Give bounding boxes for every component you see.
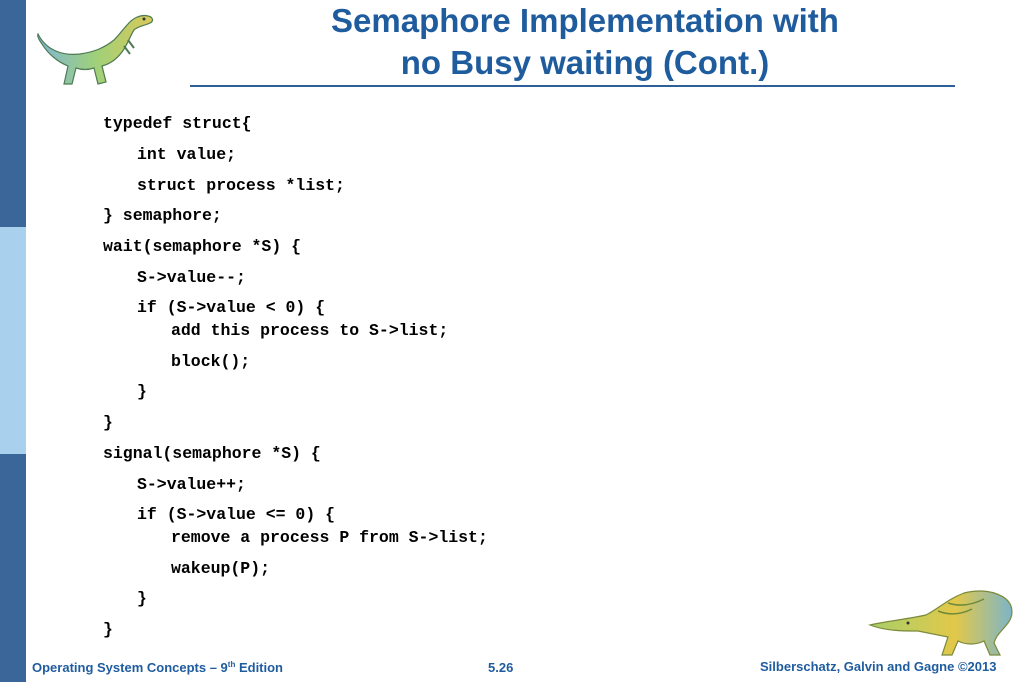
footer-edition-superscript: th bbox=[227, 660, 236, 669]
footer-page-number: 5.26 bbox=[488, 660, 514, 675]
code-line: wait(semaphore *S) { bbox=[103, 237, 302, 256]
title-line-2: no Busy waiting (Cont.) bbox=[400, 44, 770, 81]
code-line: } semaphore; bbox=[103, 206, 222, 225]
footer-book-title bbox=[32, 660, 283, 675]
code-line: wakeup(P); bbox=[171, 559, 271, 578]
footer-book-title-prefix: Operating System Concepts – 9 bbox=[32, 660, 228, 675]
code-line: } bbox=[103, 413, 113, 432]
code-line: } bbox=[103, 620, 113, 639]
code-line: typedef struct{ bbox=[103, 114, 252, 133]
code-line: S->value++; bbox=[137, 475, 246, 494]
title-line-1: Semaphore Implementation with bbox=[331, 2, 839, 39]
code-line: S->value--; bbox=[137, 268, 246, 287]
code-line: int value; bbox=[137, 145, 237, 164]
code-line: signal(semaphore *S) { bbox=[103, 444, 321, 463]
code-line: block(); bbox=[171, 352, 251, 371]
code-line: if (S->value <= 0) { bbox=[137, 505, 336, 524]
code-line: struct process *list; bbox=[137, 176, 345, 195]
footer-authors: Silberschatz, Galvin and Gagne ©2013 bbox=[760, 659, 997, 674]
code-line: add this process to S->list; bbox=[171, 321, 449, 340]
code-line: if (S->value < 0) { bbox=[137, 298, 326, 317]
dinosaur-logo-bottom-icon bbox=[868, 585, 1018, 657]
code-line: } bbox=[137, 589, 147, 608]
footer-book-title-suffix: Edition bbox=[235, 660, 284, 675]
code-line: } bbox=[137, 382, 147, 401]
code-line: remove a process P from S->list; bbox=[171, 528, 488, 547]
